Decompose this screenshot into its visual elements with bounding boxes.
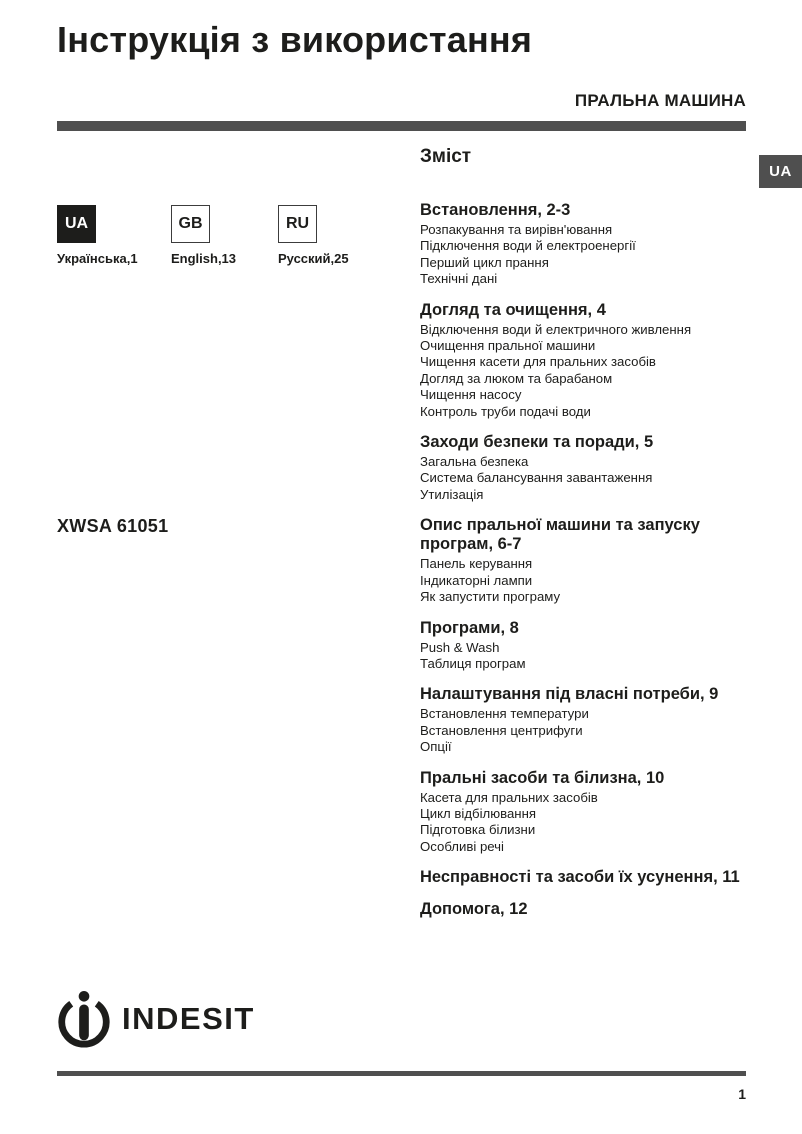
toc-section-installation <box>420 201 752 288</box>
toc-item: Розпакування та вирівн'ювання <box>420 222 613 237</box>
language-badge-ua: UA <box>57 205 96 243</box>
toc-section-title: Заходи безпеки та поради, 5 <box>420 433 654 452</box>
bottom-divider-bar <box>57 1071 746 1076</box>
toc-item: Очищення пральної машини <box>420 338 596 354</box>
toc-section-care <box>420 301 752 420</box>
toc-section-title: Допомога, 12 <box>420 900 528 919</box>
toc-item: Відключення води й електричного живлення <box>420 321 692 337</box>
language-list <box>57 205 387 275</box>
language-entry-ru <box>278 205 349 266</box>
language-label-gb: English,13 <box>171 251 237 266</box>
toc-section-title: Догляд та очищення, 4 <box>420 300 606 319</box>
appliance-type-label: ПРАЛЬНА МАШИНА <box>574 91 746 110</box>
language-badge-ru: RU <box>278 205 317 243</box>
toc-section-assistance <box>420 900 752 919</box>
top-divider-bar <box>57 121 746 131</box>
toc-section-description <box>420 516 752 605</box>
toc-section-title: Несправності та засоби їх усунення, 11 <box>420 868 740 887</box>
page-number: 1 <box>738 1086 746 1102</box>
toc-section-title: Пральні засоби та білизна, 10 <box>420 768 665 787</box>
toc-item: Перший цикл прання <box>420 254 549 270</box>
toc-item: Чищення касети для пральних засобів <box>420 354 656 370</box>
toc-item: Касета для пральних засобів <box>420 789 598 805</box>
toc-section-safety <box>420 433 752 503</box>
toc-section-title: Програми, 8 <box>420 618 519 637</box>
toc-item: Індикаторні лампи <box>420 572 533 588</box>
toc-item: Панель керування <box>420 556 533 572</box>
toc-section-title: Встановлення, 2-3 <box>420 201 571 219</box>
toc-item: Цикл відбілювання <box>420 805 536 821</box>
toc-item: Чищення насосу <box>420 387 522 403</box>
toc-section-title: Опис пральної машини та запуску програм, 6-7 <box>420 516 700 554</box>
toc-section-title: Налаштування під власні потреби, 9 <box>420 685 719 704</box>
toc-item: Особливі речі <box>420 838 504 854</box>
language-badge-gb: GB <box>171 205 210 243</box>
toc-section-programmes <box>420 619 752 673</box>
side-language-tab: UA <box>759 155 802 188</box>
language-label-ru: Русский,25 <box>278 251 349 266</box>
toc-item: Опції <box>420 739 452 755</box>
toc-item: Підключення води й електроенергії <box>420 238 636 254</box>
toc-item: Push & Wash <box>420 639 500 655</box>
toc-item: Таблиця програм <box>420 655 526 671</box>
toc-item: Підготовка білизни <box>420 822 536 838</box>
language-label-ua: Українська,1 <box>57 251 138 266</box>
model-number: XWSA 61051 <box>57 516 169 536</box>
toc-item: Встановлення центрифуги <box>420 722 583 738</box>
toc-item: Контроль труби подачі води <box>420 403 591 419</box>
toc-section-troubleshooting <box>420 868 752 887</box>
toc-item: Утилізація <box>420 486 484 502</box>
toc-item: Система балансування завантаження <box>420 470 653 486</box>
indesit-logo-icon <box>55 990 113 1048</box>
toc-section-personalisation <box>420 685 752 755</box>
brand-logo <box>55 990 255 1048</box>
table-of-contents <box>420 146 752 932</box>
toc-item: Як запустити програму <box>420 589 561 605</box>
toc-item: Встановлення температури <box>420 706 589 722</box>
toc-heading: Зміст <box>420 146 472 167</box>
toc-item: Загальна безпека <box>420 454 529 470</box>
page-title: Інструкція з використання <box>57 19 533 60</box>
indesit-wordmark: INDESIT <box>122 1001 255 1036</box>
toc-section-detergents <box>420 769 752 856</box>
language-entry-ua <box>57 205 138 266</box>
toc-item: Технічні дані <box>420 271 498 287</box>
language-entry-gb <box>171 205 236 266</box>
toc-item: Догляд за люком та барабаном <box>420 370 613 386</box>
